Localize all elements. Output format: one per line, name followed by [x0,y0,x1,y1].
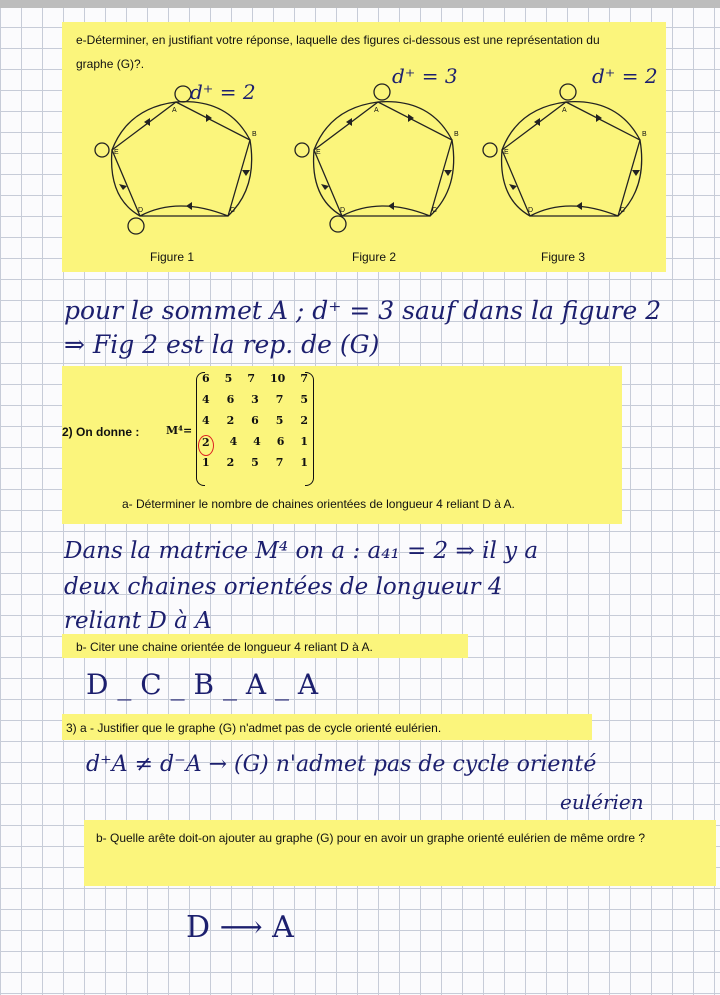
graph-figure-3 [478,78,658,248]
svg-text:B: B [454,131,459,138]
figure-2-caption: Figure 2 [352,250,397,264]
matrix-label: M⁴= [166,424,193,437]
graph-figure-2 [290,78,470,248]
figure-1-caption: Figure 1 [150,250,195,264]
svg-text:A: A [374,107,379,114]
svg-text:C: C [432,207,438,214]
node-C: C [230,207,236,214]
matrix-row: 4 2 6 5 2 [202,414,308,427]
matrix-row: 2 4 4 6 1 [196,435,314,456]
answer-2a-line-3: reliant D à A [64,608,212,634]
question-e-text: e-Déterminer, en justifiant votre réponse, laquelle des figures ci-dessous est une représentation du graphe (G)?. [76,33,600,71]
matrix-row: 1 2 5 7 1 [202,456,308,469]
figure-3-note: d⁺ = 2 [592,64,658,88]
node-B: B [252,131,257,138]
figure-3-caption: Figure 3 [541,250,586,264]
matrix-row: 4 6 3 7 5 [202,393,308,406]
svg-text:D: D [528,207,534,214]
top-edge [0,0,720,8]
question-3b-text: b- Quelle arête doit-on ajouter au graphe (G) pour en avoir un graphe orienté eulérien de même ordre ? [96,831,645,845]
question-2-label: 2) On donne : [62,425,140,439]
matrix-row: 6 5 7 10 7 [202,372,308,385]
answer-3a-line-2: eulérien [560,790,644,814]
matrix-m4 [196,372,314,486]
svg-text:A: A [562,107,567,114]
figure-1-note: d⁺ = 2 [190,80,256,104]
matrix-entry-circled: 2 [198,435,214,456]
svg-text:B: B [642,131,647,138]
node-A: A [172,107,177,114]
svg-text:E: E [316,149,321,156]
figure-2-note: d⁺ = 3 [392,64,458,88]
answer-e-line-1: pour le sommet A ; d⁺ = 3 sauf dans la figure 2 [64,296,662,325]
matrix-bracket-right [305,372,314,486]
svg-text:C: C [620,207,626,214]
answer-2a-line-1: Dans la matrice M⁴ on a : a₄₁ = 2 ⇒ il y a [64,538,539,564]
svg-text:E: E [504,149,509,156]
question-2b-text: b- Citer une chaine orientée de longueur 4 reliant D à A. [76,640,373,654]
matrix-bracket-left [196,372,205,486]
answer-e-line-2: ⇒ Fig 2 est la rep. de (G) [64,330,380,359]
node-E: E [114,149,119,156]
question-3a-text: 3) a - Justifier que le graphe (G) n'admet pas de cycle orienté eulérien. [66,721,442,735]
answer-3a-line-1: d⁺A ≠ d⁻A → (G) n'admet pas de cycle orienté [86,752,597,777]
svg-text:D: D [340,207,346,214]
node-D: D [138,207,144,214]
question-2a-text: a- Déterminer le nombre de chaines orientées de longueur 4 reliant D à A. [122,497,515,511]
answer-3b: D ⟶ A [186,910,294,945]
answer-2a-line-2: deux chaines orientées de longueur 4 [64,574,503,600]
answer-2b: D _ C _ B _ A _ A [86,668,319,701]
